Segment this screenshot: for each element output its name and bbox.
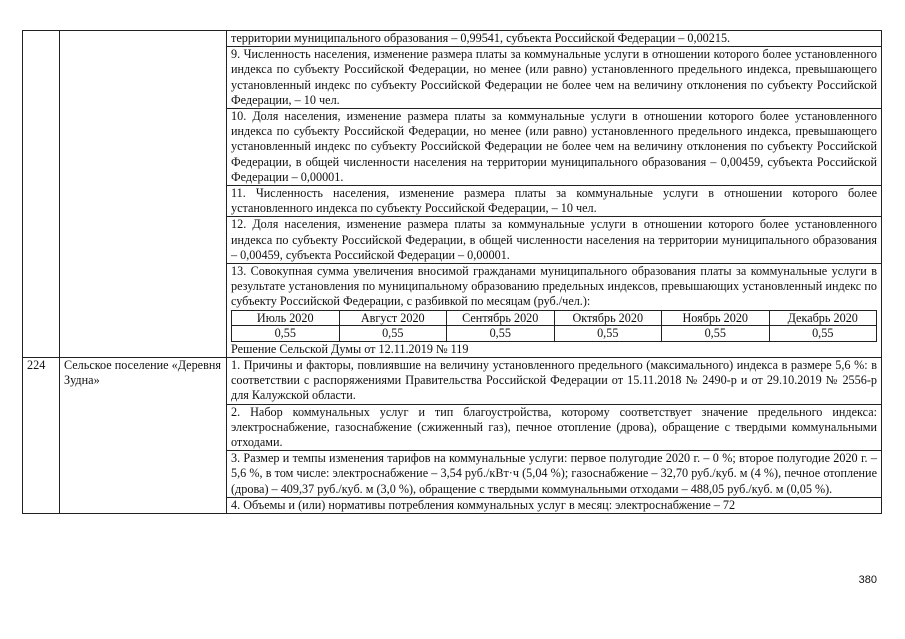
month-value: 0,55 [232,326,340,342]
month-value: 0,55 [662,326,770,342]
paragraph: 2. Набор коммунальных услуг и тип благоустройства, которому соответствует значение предельного индекса: электроснабжение, газоснабжение (сжиженный газ), печное отопление (дрова), обращение с твердыми коммунальными отходами. [227,404,881,451]
paragraph: 12. Доля населения, изменение размера платы за коммунальные услуги в отношении которого более установленного индекса по субъекту Российской Федерации, в общей численности населения на территории муниципального образования – 0,00459, субъекта Российской Федерации – 0,00001. [227,216,881,263]
months-values-row [232,326,877,342]
info-cell [227,31,882,358]
monthly-amounts-table [231,310,877,342]
months-header-row [232,310,877,326]
paragraph: 3. Размер и темпы изменения тарифов на коммунальные услуги: первое полугодие 2020 г. – 0 %; второе полугодие 2020 г. – 5,6 %, в том числе: электроснабжение – 3,54 руб./кВт·ч (5,04 %); газоснабжение – 32,70 руб./куб. м (4 %), печное отопление (дрова) – 409,37 руб./куб. м (3,0 %), обращение с твердыми коммунальными отходами – 488,05 руб./куб. м (0,05 %). [227,450,881,497]
month-header: Сентябрь 2020 [447,310,555,326]
page-number: 380 [858,574,877,586]
row-number-cell [23,31,60,358]
month-header: Июль 2020 [232,310,340,326]
month-value: 0,55 [554,326,662,342]
document-table [22,30,882,514]
month-value: 0,55 [447,326,555,342]
month-value: 0,55 [769,326,877,342]
row-number-cell: 224 [23,358,60,514]
month-header: Август 2020 [339,310,447,326]
table-row [23,31,882,358]
month-value: 0,55 [339,326,447,342]
paragraph: 10. Доля населения, изменение размера платы за коммунальные услуги в отношении которого более установленного индекса по субъекту Российской Федерации, но менее (или равно) установленного предельного индекса, превышающего установленный индекс по субъекту Российской Федерации не более чем на величину отклонения по субъекту Российской Федерации, в общей численности населения на территории муниципального образования – 0,00459, субъекта Российской Федерации – 0,00001. [227,108,881,185]
paragraph: территории муниципального образования – 0,99541, субъекта Российской Федерации – 0,00215. [231,31,731,45]
municipality-name-cell: Сельское поселение «Деревня Зудна» [60,358,227,514]
month-header: Ноябрь 2020 [662,310,770,326]
paragraph: 9. Численность населения, изменение размера платы за коммунальные услуги в отношении которого более установленного индекса по субъекту Российской Федерации, но менее (или равно) установленного предельного индекса, превышающего установленный индекс по субъекту Российской Федерации не более чем на величину отклонения по субъекту Российской Федерации, – 10 чел. [227,46,881,108]
paragraph: 13. Совокупная сумма увеличения вносимой гражданами муниципального образования платы за коммунальные услуги в результате установления по муниципальному образованию предельных индексов, превышающих установленный индекс по субъекту Российской Федерации, с разбивкой по месяцам (руб./чел.): [227,263,881,310]
municipality-name-cell [60,31,227,358]
month-header: Декабрь 2020 [769,310,877,326]
paragraph: 1. Причины и факторы, повлиявшие на величину установленного предельного (максимального) индекса в размере 5,6 %: в соответствии с распоряжениями Правительства Российской Федерации от 15.11.2018 № 2490-р и от 29.10.2019 № 2556-р для Калужской области. [231,358,877,403]
decision-reference: Решение Сельской Думы от 12.11.2019 № 119 [231,341,469,356]
info-cell [227,358,882,514]
paragraph: 11. Численность населения, изменение размера платы за коммунальные услуги в отношении которого более установленного индекса по субъекту Российской Федерации, – 10 чел. [227,185,881,216]
table-row [23,358,882,514]
month-header: Октябрь 2020 [554,310,662,326]
paragraph: 4. Объемы и (или) нормативы потребления коммунальных услуг в месяц: электроснабжение – 72 [227,497,881,513]
